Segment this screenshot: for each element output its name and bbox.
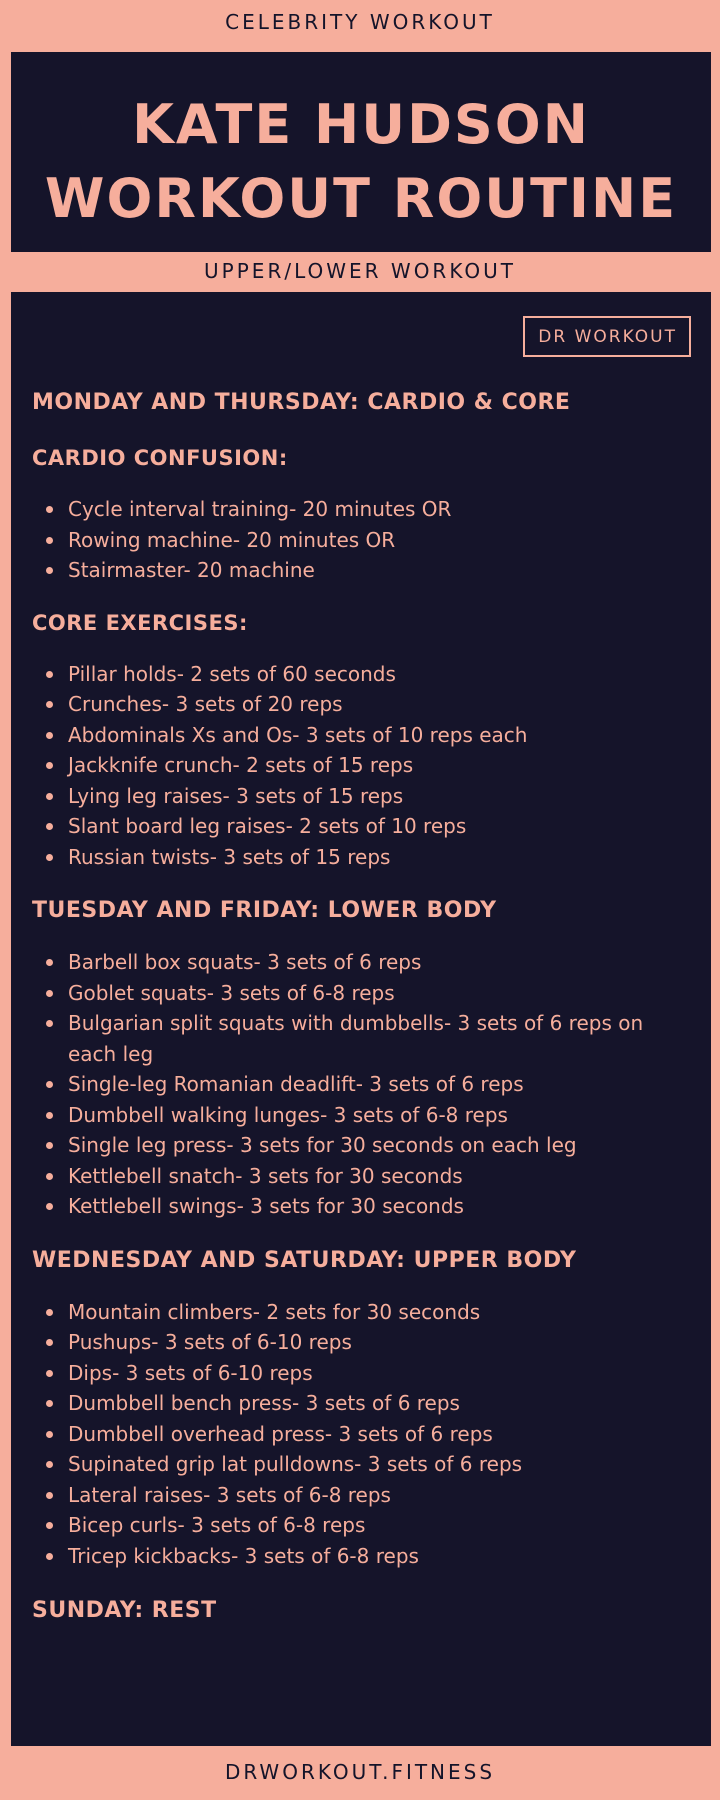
list-item: Lying leg raises- 3 sets of 15 reps bbox=[32, 781, 692, 812]
list-item: Crunches- 3 sets of 20 reps bbox=[32, 689, 692, 720]
list-item: Slant board leg raises- 2 sets of 10 reps bbox=[32, 811, 692, 842]
routine-content bbox=[32, 389, 692, 1625]
list-item: Tricep kickbacks- 3 sets of 6-8 reps bbox=[32, 1541, 692, 1572]
list-item: Single leg press- 3 sets for 30 seconds on each leg bbox=[32, 1130, 692, 1161]
title-banner bbox=[11, 52, 711, 252]
list-item: Barbell box squats- 3 sets of 6 reps bbox=[32, 947, 692, 978]
list-item: Dumbbell overhead press- 3 sets of 6 reps bbox=[32, 1419, 692, 1450]
day-heading-tuesday: TUESDAY AND FRIDAY: LOWER BODY bbox=[32, 898, 497, 923]
list-item: Single-leg Romanian deadlift- 3 sets of 6 reps bbox=[32, 1069, 692, 1100]
website-footer: DRWORKOUT.FITNESS bbox=[224, 1760, 496, 1784]
day-heading-wednesday: WEDNESDAY AND SATURDAY: UPPER BODY bbox=[32, 1247, 577, 1273]
list-item: Lateral raises- 3 sets of 6-8 reps bbox=[32, 1480, 692, 1511]
list-item: Bicep curls- 3 sets of 6-8 reps bbox=[32, 1510, 692, 1541]
list-item: Russian twists- 3 sets of 15 reps bbox=[32, 842, 692, 873]
routine-panel bbox=[11, 292, 711, 1746]
list-item: Abdominals Xs and Os- 3 sets of 10 reps each bbox=[32, 720, 692, 751]
list-item: Dumbbell bench press- 3 sets of 6 reps bbox=[32, 1388, 692, 1419]
brand-badge: DR WORKOUT bbox=[523, 316, 691, 357]
list-item: Goblet squats- 3 sets of 6-8 reps bbox=[32, 978, 692, 1009]
cardio-heading: CARDIO CONFUSION: bbox=[32, 446, 288, 470]
day-heading-sunday: SUNDAY: REST bbox=[32, 1598, 217, 1623]
list-item: Rowing machine- 20 minutes OR bbox=[32, 525, 692, 556]
list-item: Kettlebell swings- 3 sets for 30 seconds bbox=[32, 1191, 692, 1222]
list-item: Jackknife crunch- 2 sets of 15 reps bbox=[32, 750, 692, 781]
list-item: Bulgarian split squats with dumbbells- 3 sets of 6 reps on each leg bbox=[32, 1008, 692, 1069]
list-item: Supinated grip lat pulldowns- 3 sets of 6 reps bbox=[32, 1449, 692, 1480]
core-list bbox=[32, 659, 692, 873]
upper-body-list bbox=[32, 1297, 692, 1572]
page-title: KATE HUDSON WORKOUT ROUTINE bbox=[44, 93, 678, 230]
workout-type-label: UPPER/LOWER WORKOUT bbox=[204, 259, 516, 283]
list-item: Cycle interval training- 20 minutes OR bbox=[32, 494, 692, 525]
list-item: Pushups- 3 sets of 6-10 reps bbox=[32, 1327, 692, 1358]
list-item: Pillar holds- 2 sets of 60 seconds bbox=[32, 659, 692, 690]
category-label: CELEBRITY WORKOUT bbox=[225, 10, 495, 34]
list-item: Dips- 3 sets of 6-10 reps bbox=[32, 1358, 692, 1389]
day-heading-monday: MONDAY AND THURSDAY: CARDIO & CORE bbox=[32, 390, 571, 415]
list-item: Mountain climbers- 2 sets for 30 seconds bbox=[32, 1297, 692, 1328]
list-item: Kettlebell snatch- 3 sets for 30 seconds bbox=[32, 1161, 692, 1192]
core-heading: CORE EXERCISES: bbox=[32, 610, 248, 635]
list-item: Stairmaster- 20 machine bbox=[32, 555, 692, 586]
cardio-list bbox=[32, 494, 692, 586]
lower-body-list bbox=[32, 947, 692, 1222]
list-item: Dumbbell walking lunges- 3 sets of 6-8 reps bbox=[32, 1100, 692, 1131]
